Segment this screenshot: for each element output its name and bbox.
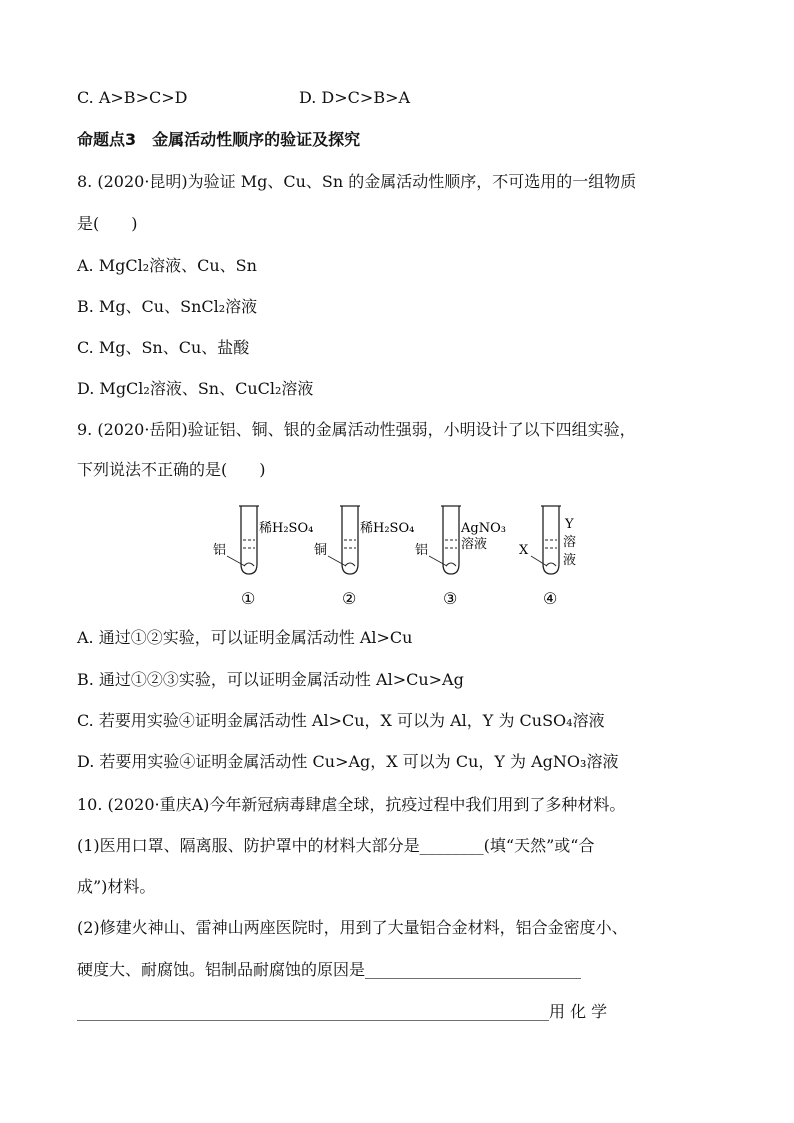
tube-4-reagent-line3: 液 (563, 553, 577, 568)
tube-1-metal: 铝 (213, 543, 227, 558)
q10-part2-line2: 硬度大、耐腐蚀。铝制品耐腐蚀的原因是___________________________ (77, 960, 582, 979)
q10-stem: 10. (2020·重庆A)今年新冠病毒肆虐全球，抗疫过程中我们用到了多种材料。 (77, 795, 626, 814)
q8-option-d: D. MgCl₂溶液、Sn、CuCl₂溶液 (77, 379, 314, 398)
q8-stem-line2: 是( ) (77, 214, 138, 233)
tube-2-metal: 铜 (314, 543, 328, 558)
option-d-prev: D. D>C>B>A (299, 88, 411, 107)
q9-option-c: C. 若要用实验④证明金属活动性 Al>Cu，X 可以为 Al，Y 为 CuSO₄溶液 (77, 711, 605, 730)
tube-3-reagent-line1: AgNO₃ (461, 521, 506, 536)
q8-option-b: B. Mg、Cu、SnCl₂溶液 (77, 297, 258, 316)
tube-4-reagent-line1: Y (565, 517, 574, 532)
tube-4-label: ④ (543, 589, 558, 608)
q9-option-a: A. 通过①②实验，可以证明金属活动性 Al>Cu (77, 628, 413, 647)
q8-option-a: A. MgCl₂溶液、Cu、Sn (77, 256, 257, 275)
q9-stem-line2: 下列说法不正确的是( ) (77, 460, 266, 479)
tube-3-label: ③ (443, 589, 458, 608)
tube-1-reagent: 稀H₂SO₄ (259, 521, 314, 536)
option-c-prev: C. A>B>C>D (77, 88, 188, 107)
q8-stem-line1: 8. (2020·昆明)为验证 Mg、Cu、Sn 的金属活动性顺序，不可选用的一组物质 (77, 172, 637, 191)
test-tube-3 (415, 506, 506, 608)
test-tube-2 (314, 506, 414, 608)
q9-option-d: D. 若要用实验④证明金属活动性 Cu>Ag，X 可以为 Cu，Y 为 AgNO₃溶液 (77, 752, 619, 771)
q10-part1-line2: 成”)材料。 (77, 877, 156, 896)
q8-option-c: C. Mg、Sn、Cu、盐酸 (77, 338, 250, 357)
q9-stem-line1: 9. (2020·岳阳)验证铝、铜、银的金属活动性强弱，小明设计了以下四组实验， (77, 420, 636, 439)
q9-option-b: B. 通过①②③实验，可以证明金属活动性 Al>Cu>Ag (77, 670, 464, 689)
test-tube-4 (519, 506, 576, 608)
tube-3-reagent-line2: 溶液 (461, 537, 488, 552)
tube-2-label: ② (342, 589, 357, 608)
tube-4-reagent-line2: 溶 (563, 535, 577, 550)
tube-3-metal: 铝 (415, 543, 429, 558)
tube-2-reagent: 稀H₂SO₄ (360, 521, 415, 536)
section-title: 命题点3 金属活动性顺序的验证及探究 (77, 130, 361, 149)
tube-4-metal: X (519, 543, 529, 558)
q10-part2-line1: (2)修建火神山、雷神山两座医院时，用到了大量铝合金材料，铝合金密度小、 (77, 918, 628, 937)
test-tube-figure (205, 500, 595, 610)
test-tube-1 (213, 506, 313, 608)
q10-part1-line1: (1)医用口罩、隔离服、防护罩中的材料大部分是________(填“天然”或“合 (77, 836, 595, 855)
q10-part2-line3: ___________________________________________________________用 化 学 (77, 1002, 608, 1021)
tube-1-label: ① (241, 589, 256, 608)
